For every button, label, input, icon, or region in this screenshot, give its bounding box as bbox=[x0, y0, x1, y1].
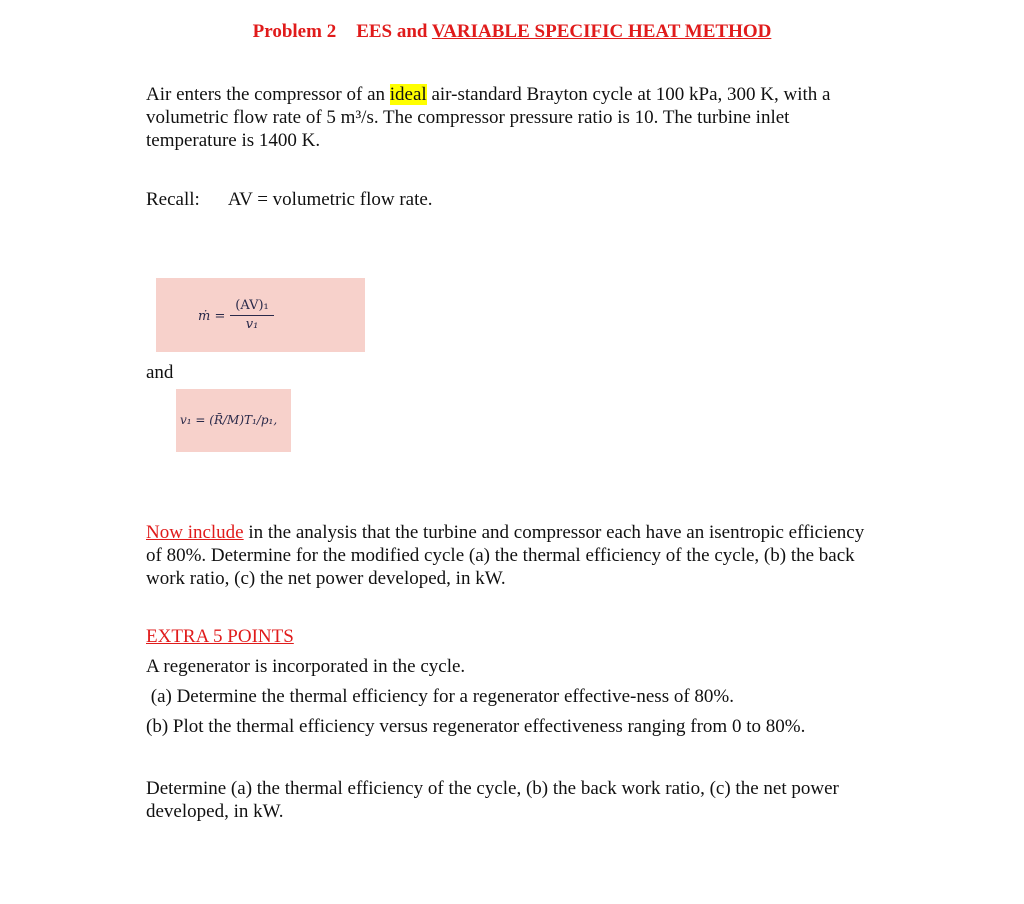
extra-line-3: (b) Plot the thermal efficiency versus regenerator effectiveness ranging from 0 to 80%. bbox=[146, 716, 806, 737]
specific-volume-text: v₁ = (R̄/M)T₁/p₁, bbox=[180, 413, 278, 427]
fraction-bar bbox=[230, 315, 274, 316]
problem-title bbox=[0, 21, 1024, 43]
mass-flow-formula bbox=[156, 278, 365, 352]
recall-text: AV = volumetric flow rate. bbox=[227, 189, 433, 210]
mass-flow-lhs: ṁ = bbox=[198, 309, 226, 324]
fraction-numerator: (AV)₁ bbox=[235, 298, 269, 313]
method-label: VARIABLE SPECIFIC HEAT METHOD bbox=[431, 21, 772, 42]
part2-text: in the analysis that the turbine and compressor each have an isentropic efficiency of 80%. Determine for the modified cycle (a) the thermal efficiency of the cycle, (b) the back work ratio, (c) the net power developed, in kW. bbox=[146, 522, 865, 589]
ees-label: EES and bbox=[356, 21, 428, 42]
recall-line bbox=[146, 189, 433, 211]
extra-line-2: (a) Determine the thermal efficiency for a regenerator effective-ness of 80%. bbox=[146, 686, 734, 707]
extra-line-1: A regenerator is incorporated in the cycle. bbox=[146, 656, 466, 677]
extra-points-title: EXTRA 5 POINTS bbox=[146, 626, 294, 647]
part2-paragraph bbox=[146, 521, 876, 590]
ideal-highlight: ideal bbox=[389, 84, 427, 105]
problem-number: Problem 2 bbox=[252, 21, 337, 42]
recall-label: Recall: bbox=[146, 189, 200, 210]
specific-volume-formula bbox=[176, 389, 291, 452]
fraction-denominator: v₁ bbox=[245, 317, 259, 332]
intro-after: air-standard Brayton cycle at 100 kPa, 300 K, with a volumetric flow rate of 5 m³/s. The compressor pressure ratio is 10. The turbine inlet temperature is 1400 K. bbox=[146, 84, 831, 151]
mass-flow-fraction bbox=[230, 298, 274, 332]
now-include-link[interactable]: Now include bbox=[146, 522, 244, 543]
final-paragraph: Determine (a) the thermal efficiency of the cycle, (b) the back work ratio, (c) the net power developed, in kW. bbox=[146, 778, 839, 822]
intro-before: Air enters the compressor of an bbox=[146, 84, 390, 105]
intro-paragraph bbox=[146, 83, 876, 152]
and-text: and bbox=[146, 362, 174, 383]
